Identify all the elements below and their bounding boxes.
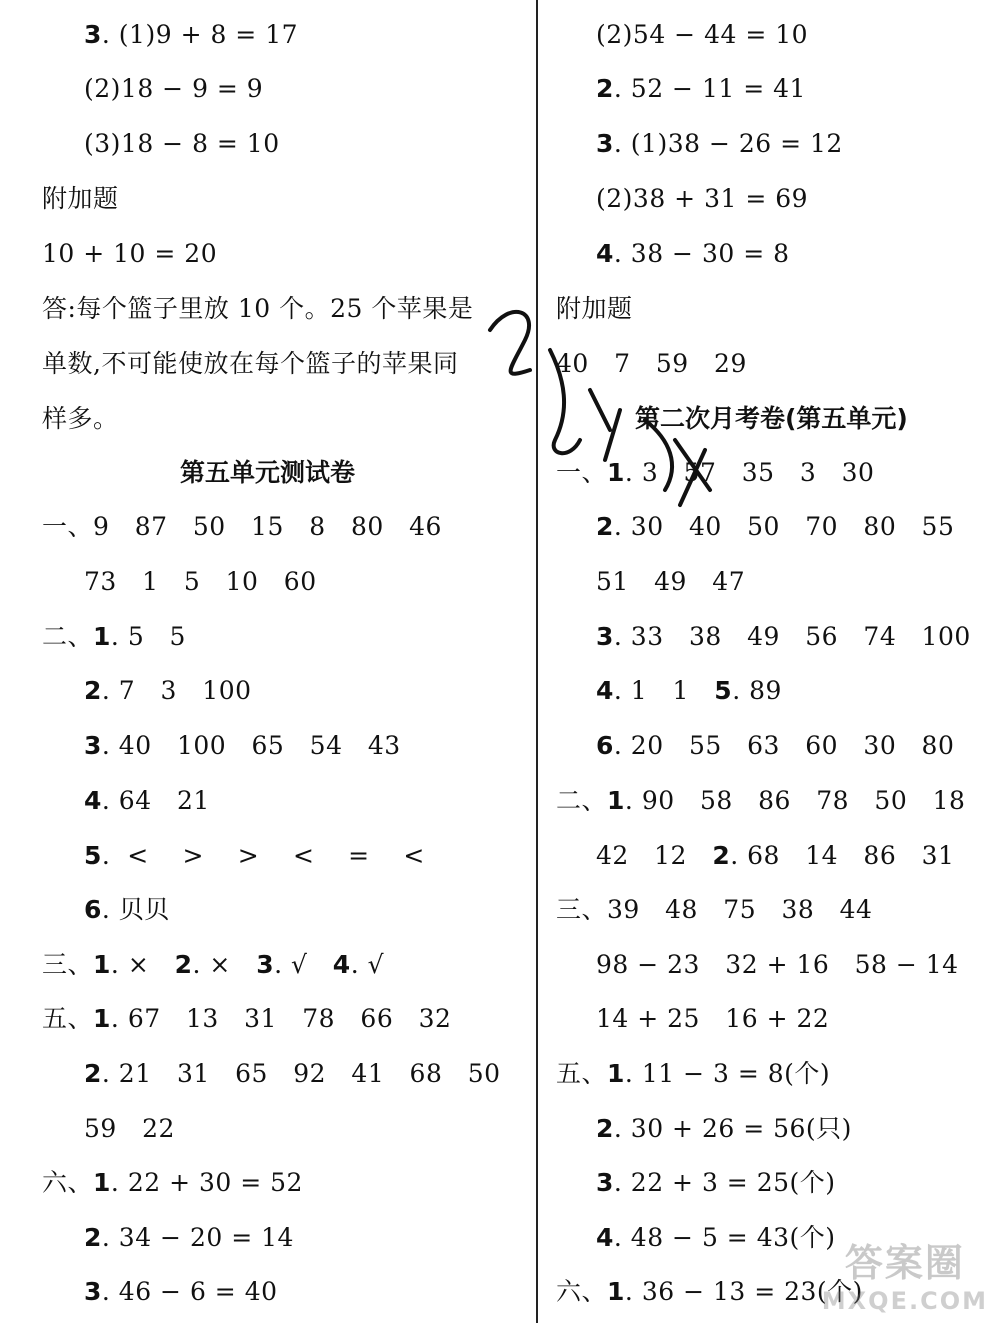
answer-line: 五、1. 11 − 3 = 8(个) (556, 1059, 831, 1088)
answer-line: 一、9 87 50 15 8 80 46 (42, 512, 442, 541)
section-title: 第五单元测试卷 (180, 458, 356, 487)
answer-line: 4. 48 − 5 = 43(个) (596, 1223, 836, 1252)
answer-line: 3. 33 38 49 56 74 100 (596, 622, 971, 651)
answer-line: (2)38 + 31 = 69 (596, 184, 809, 213)
extra-question-label: 附加题 (556, 294, 633, 323)
answer-line: 二、1. 90 58 86 78 50 18 (556, 786, 966, 815)
answer-line: 二、1. 5 5 (42, 622, 186, 651)
answer-line: 一、1. 3 57 35 3 30 (556, 458, 875, 487)
answer-text: 样多。 (42, 404, 119, 433)
answer-line: 6. 贝贝 (84, 895, 170, 924)
answer-line: 3. 22 + 3 = 25(个) (596, 1168, 836, 1197)
answer-line: 3. 46 − 6 = 40 (84, 1277, 278, 1306)
answer-line: (2)18 − 9 = 9 (84, 74, 264, 103)
answer-line: 10 + 10 = 20 (42, 239, 218, 268)
answer-line: 2. 21 31 65 92 41 68 50 (84, 1059, 501, 1088)
answer-line: 51 49 47 (596, 567, 746, 596)
answer-line: 3. (1)9 + 8 = 17 (84, 20, 299, 49)
answer-line: 3. (1)38 − 26 = 12 (596, 129, 843, 158)
extra-question-label: 附加题 (42, 184, 119, 213)
answer-line: 六、1. 22 + 30 = 52 (42, 1168, 303, 1197)
section-title: 第二次月考卷(第五单元) (635, 404, 908, 433)
answer-line: 4. 1 1 5. 89 (596, 676, 782, 705)
watermark-logo-text: 答案圈 (844, 1241, 965, 1285)
answer-line: (2)54 − 44 = 10 (596, 20, 809, 49)
answer-line: 40 7 59 29 (556, 349, 747, 378)
answer-line: 98 − 23 32 + 16 58 − 14 (596, 950, 959, 979)
answer-line: 2. 30 + 26 = 56(只) (596, 1114, 852, 1143)
answer-line: 6. 20 55 63 60 30 80 (596, 731, 955, 760)
watermark-url: MXQE.COM (821, 1287, 988, 1315)
answer-text: 单数,不可能使放在每个篮子的苹果同 (42, 349, 459, 378)
answer-line: 14 + 25 16 + 22 (596, 1004, 830, 1033)
answer-line: 2. 7 3 100 (84, 676, 252, 705)
answer-line: 三、1. × 2. × 3. √ 4. √ (42, 950, 385, 979)
column-divider (536, 0, 538, 1323)
answer-line: 5. < > > < = < (84, 841, 425, 870)
answer-text: 答:每个篮子里放 10 个。25 个苹果是 (42, 294, 474, 323)
answer-line: 73 1 5 10 60 (84, 567, 317, 596)
answer-line: 4. 64 21 (84, 786, 210, 815)
answer-line: 4. 38 − 30 = 8 (596, 239, 790, 268)
answer-line: (3)18 − 8 = 10 (84, 129, 280, 158)
answer-line: 2. 52 − 11 = 41 (596, 74, 806, 103)
answer-line: 59 22 (84, 1114, 175, 1143)
answer-line: 2. 30 40 50 70 80 55 (596, 512, 955, 541)
watermark (822, 1232, 988, 1315)
answer-line: 六、1. 36 − 13 = 23(个) (556, 1277, 863, 1306)
answer-line: 五、1. 67 13 31 78 66 32 (42, 1004, 452, 1033)
answer-line: 3. 40 100 65 54 43 (84, 731, 401, 760)
answer-line: 42 12 2. 68 14 86 31 (596, 841, 955, 870)
answer-line: 三、39 48 75 38 44 (556, 895, 873, 924)
answer-line: 2. 34 − 20 = 14 (84, 1223, 294, 1252)
